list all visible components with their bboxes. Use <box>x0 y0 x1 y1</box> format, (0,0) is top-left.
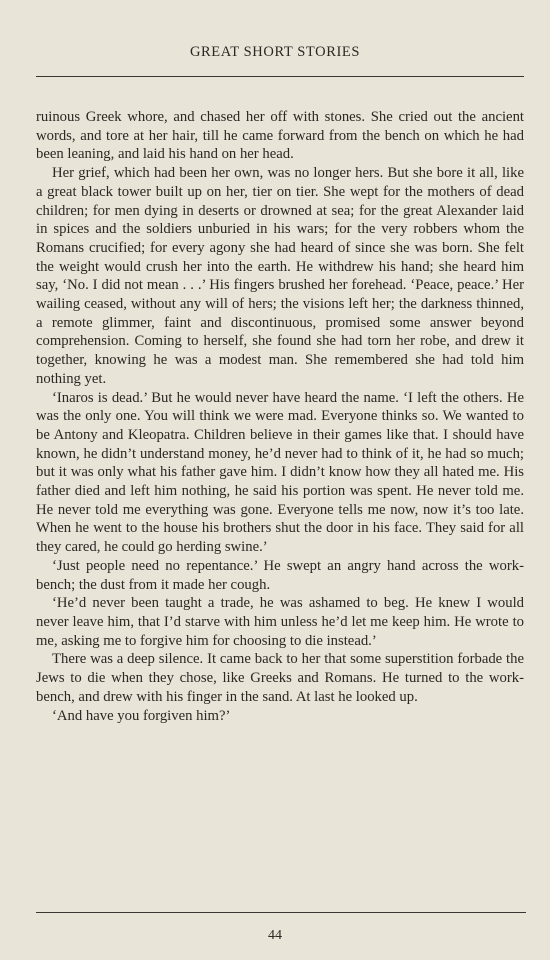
paragraph: ‘Inaros is dead.’ But he would never have heard the name. ‘I left the others. He was the only one. You will think we were mad. Everyone thinks so. We wanted to be Antony and Kleopatra. Children believe in their games like that. I should have known, he didn’t understand money, he’d never had to think of it, he had so much; but it was only what his father gave him. I didn’t know how they all hated me. His father died and left him nothing, he said his portion was spent. He never told me. He never told me everything was gone. Everyone tells me now, now it’s too late. When he went to the house his brothers shut the door in his face. They said for all they cared, he could go herding swine.’ <box>36 389 524 556</box>
paragraph: There was a deep silence. It came back to her that some superstition forbade the Jews to die when they chose, like Greeks and Romans. He turned to the work-bench, and drew with his finger in the sand. At last he looked up. <box>36 651 524 705</box>
paragraph: ‘Just people need no repentance.’ He swept an angry hand across the work-bench; the dust from it made her cough. <box>36 557 524 593</box>
header-rule <box>36 76 524 77</box>
paragraph: ‘He’d never been taught a trade, he was ashamed to beg. He knew I would never leave him, that I’d starve with him unless he’d let me keep him. He wrote to me, asking me to forgive him for choosing to die instead.’ <box>36 595 524 649</box>
running-head: GREAT SHORT STORIES <box>189 44 361 60</box>
page-number: 44 <box>268 928 282 943</box>
paragraph: ruinous Greek whore, and chased her off with stones. She cried out the ancient words, and tore at her hair, till he came forward from the bench on which he had been leaning, and laid his hand on her head. <box>36 109 524 163</box>
footer-rule <box>36 912 526 913</box>
paragraph: ‘And have you forgiven him?’ <box>52 707 231 724</box>
paragraph: Her grief, which had been her own, was no longer hers. But she bore it all, like a great black tower built up on her, tier on tier. She wept for the mothers of dead children; for men dying in deserts or drowned at sea; for the great Alexander laid in spices and the soldiers unburied in his wars; for the very robbers whom the Romans crucified; for every agony she had heard of since she was born. She felt the weight would crush her into the earth. He withdrew his hand; she heard him say, ‘No. I did not mean . . .’ His fingers brushed her forehead. ‘Peace, peace.’ Her wailing ceased, without any will of hers; the visions left her; the darkness thinned, a remote glimmer, faint and discontinuous, promised some answer beyond comprehension. Coming to herself, she found she had torn her robe, and drew it together, knowing he was a modest man. She remembered she had told him nothing yet. <box>36 165 524 387</box>
body-text <box>36 108 524 725</box>
